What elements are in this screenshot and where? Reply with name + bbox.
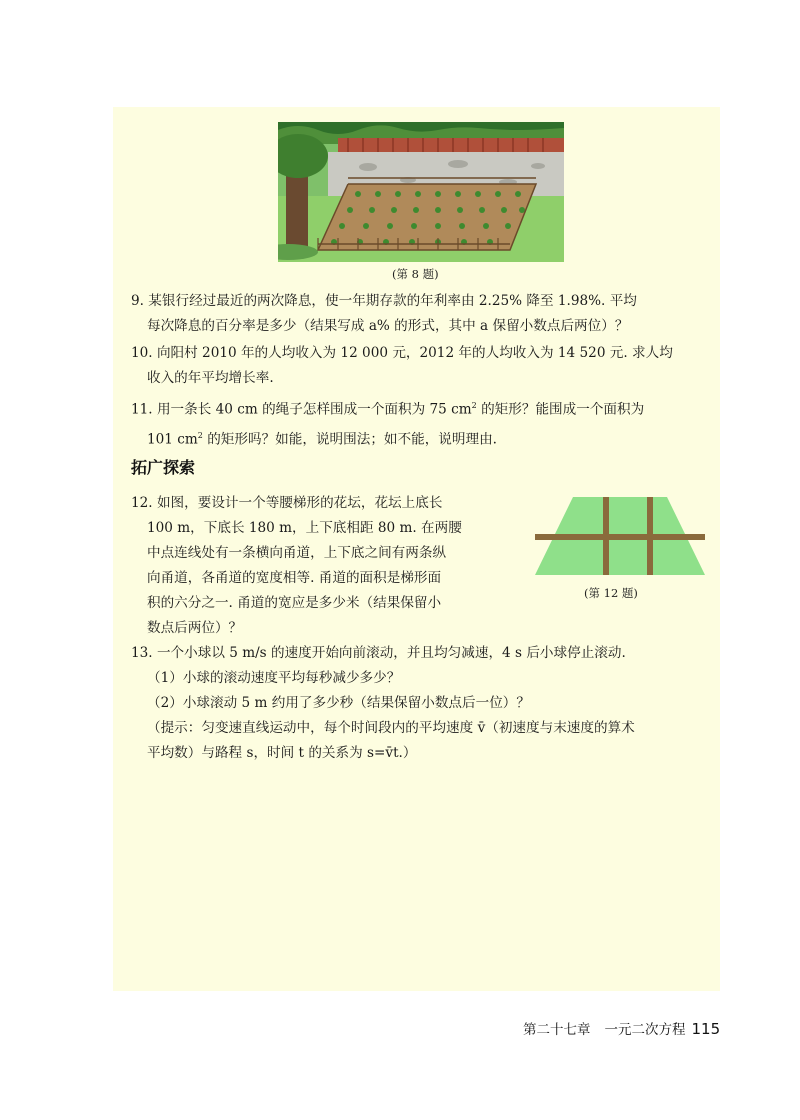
figure-8-caption: (第 8 题) <box>392 267 439 281</box>
garden-illustration <box>278 122 564 262</box>
problem-11-line-2-b: 的矩形吗？如能，说明围法；如不能，说明理由. <box>202 431 497 448</box>
problem-12-line-3: 中点连线处有一条横向甬道，上下底之间有两条纵 <box>147 545 447 561</box>
problem-12-line-1: 12. 如图，要设计一个等腰梯形的花坛，花坛上底长 <box>131 495 443 511</box>
problem-13-line-4: （提示：匀变速直线运动中，每个时间段内的平均速度 v̄（初速度与末速度的算术 <box>147 720 635 736</box>
problem-9-line-1: 9. 某银行经过最近的两次降息，使一年期存款的年利率由 2.25% 降至 1.98%. 平均 <box>131 293 637 309</box>
problem-10-line-2: 收入的年平均增长率. <box>147 370 274 386</box>
problem-12 <box>131 491 531 641</box>
figure-12-caption: (第 12 题) <box>584 586 638 600</box>
squared-superscript: 2 <box>471 401 477 410</box>
problem-13 <box>131 641 711 766</box>
problem-11-line-2 <box>131 423 711 453</box>
problem-9 <box>131 289 711 339</box>
problem-12-line-5: 积的六分之一. 甬道的宽应是多少米（结果保留小 <box>147 595 442 611</box>
problem-9-line-2: 每次降息的百分率是多少（结果写成 a% 的形式，其中 a 保留小数点后两位）？ <box>147 318 629 334</box>
problem-10-line-1: 10. 向阳村 2010 年的人均收入为 12 000 元，2012 年的人均收入为 14 520 元. 求人均 <box>131 345 673 361</box>
trapezoid-garden-figure <box>535 497 705 575</box>
problem-13-line-3: （2）小球滚动 5 m 约用了多少秒（结果保留小数点后一位）？ <box>147 695 530 711</box>
problem-11-line-1-b: 的矩形？能围成一个面积为 <box>476 401 645 418</box>
problem-10 <box>131 341 711 391</box>
chapter-title: 一元二次方程 <box>604 1022 686 1038</box>
problem-13-line-5: 平均数）与路程 s，时间 t 的关系为 s=v̄t.） <box>147 745 417 761</box>
problem-12-line-2: 100 m，下底长 180 m，上下底相距 80 m. 在两腰 <box>147 520 462 536</box>
problem-11-line-1-a: 11. 用一条长 40 cm 的绳子怎样围成一个面积为 75 cm <box>131 401 472 418</box>
chapter-label: 第二十七章 <box>523 1022 591 1038</box>
vertical-path-right <box>647 497 653 575</box>
section-title: 拓广探索 <box>131 458 196 477</box>
problem-13-line-2: （1）小球的滚动速度平均每秒减少多少？ <box>147 670 401 686</box>
page-number: 115 <box>691 1020 721 1038</box>
problem-11-line-1 <box>131 393 711 423</box>
problem-13-line-1: 13. 一个小球以 5 m/s 的速度开始向前滚动，并且均匀减速，4 s 后小球停止滚动. <box>131 645 626 661</box>
problem-11-line-2-a: 101 cm <box>147 431 198 448</box>
squared-superscript: 2 <box>197 430 203 440</box>
page-footer <box>523 1018 720 1038</box>
problem-12-line-4: 向甬道，各甬道的宽度相等. 甬道的面积是梯形面 <box>147 570 442 586</box>
problem-12-line-6: 数点后两位）？ <box>147 620 243 636</box>
vertical-path-left <box>603 497 609 575</box>
problem-11 <box>131 393 711 452</box>
horizontal-path <box>535 534 705 540</box>
